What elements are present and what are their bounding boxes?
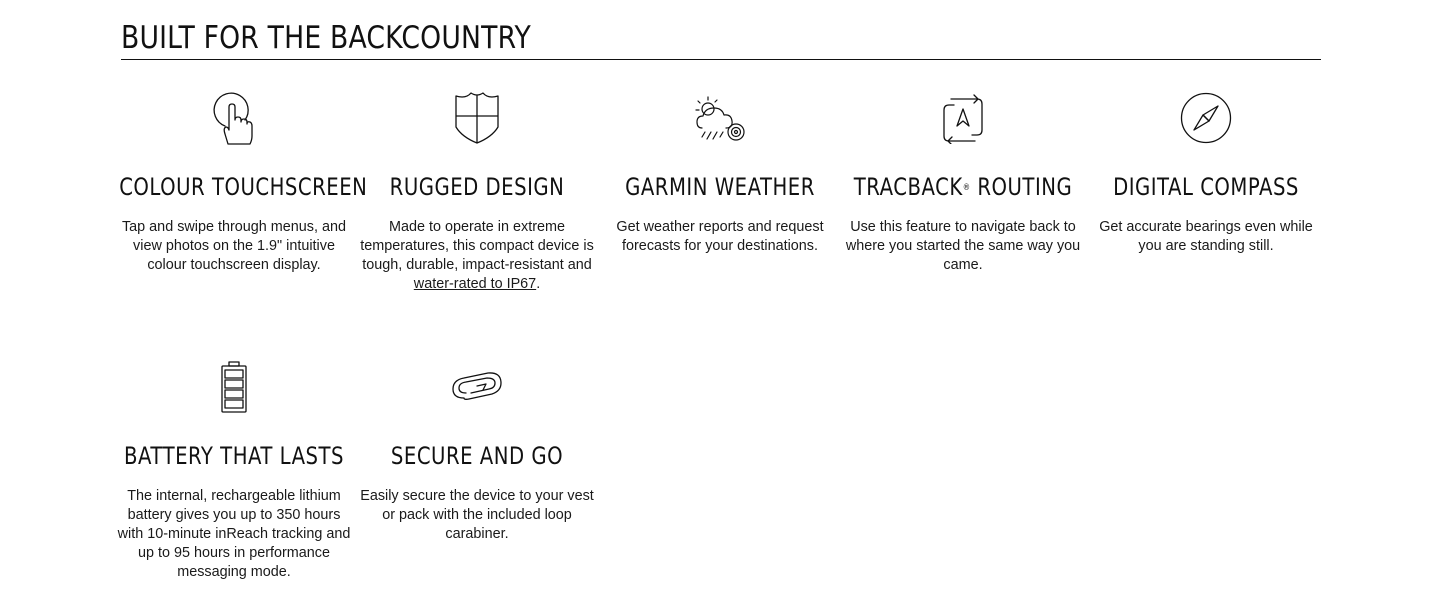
tracback-icon <box>913 88 1013 148</box>
weather-icon <box>670 88 770 148</box>
section-heading: BUILT FOR THE BACKCOUNTRY <box>121 20 532 56</box>
feature-description: Use this feature to navigate back to where you started the same way you came. <box>845 219 1081 273</box>
feature-title: GARMIN WEATHER <box>625 173 815 201</box>
shield-icon <box>427 88 527 148</box>
tracback-title-text: TRACBACK <box>853 173 963 201</box>
feature-title: SECURE AND GO <box>390 442 564 470</box>
feature-description: Tap and swipe through menus, and view photos on the 1.9" intuitive colour touchscreen display. <box>121 219 346 273</box>
compass-icon <box>1156 88 1256 148</box>
description-text-end: . <box>536 276 541 292</box>
touch-hand-icon <box>184 88 284 148</box>
feature-description: Get weather reports and request forecasts for your destinations. <box>616 219 824 254</box>
feature-title: RUGGED DESIGN <box>389 173 565 201</box>
feature-title: DIGITAL COMPASS <box>1113 173 1299 201</box>
feature-title <box>848 173 1078 201</box>
ip67-rating-link[interactable]: water-rated to IP67 <box>413 276 537 292</box>
battery-icon <box>184 357 284 417</box>
heading-divider <box>121 59 1321 60</box>
feature-description <box>357 218 597 294</box>
backcountry-features-section <box>117 0 1321 580</box>
carabiner-icon <box>427 357 527 417</box>
feature-description: Get accurate bearings even while you are standing still. <box>1099 219 1313 254</box>
registered-mark: ® <box>962 183 971 193</box>
feature-description: The internal, rechargeable lithium battery gives you up to 350 hours with 10-minute inReach tracking and up to 95 hours in performance messaging mode. <box>117 488 351 580</box>
description-text: Made to operate in extreme temperatures, this compact device is tough, durable, impact-resistant and <box>360 219 594 273</box>
tracback-title-suffix: ROUTING <box>970 173 1073 201</box>
feature-description: Easily secure the device to your vest or pack with the included loop carabiner. <box>360 488 594 542</box>
feature-title: COLOUR TOUCHSCREEN <box>119 173 368 201</box>
feature-title: BATTERY THAT LASTS <box>123 442 345 470</box>
